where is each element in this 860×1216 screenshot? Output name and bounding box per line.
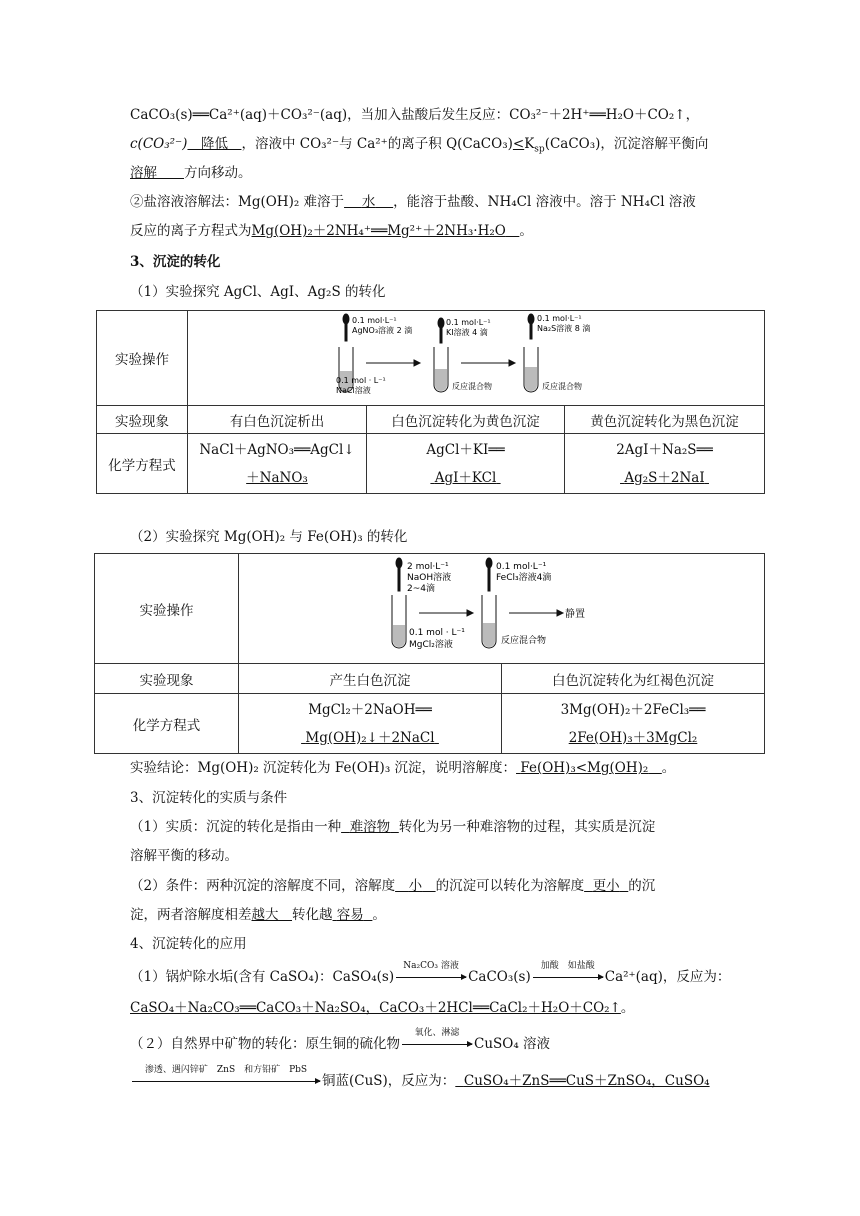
reaction-arrow: 氧化、淋滤: [400, 1034, 474, 1054]
text: 的沉淀可以转化为溶解度: [435, 878, 585, 894]
phenomenon-cell: 产生白色沉淀: [239, 664, 502, 694]
answer-blank: CaSO₄＋Na₂CO₃══CaCO₃＋Na₂SO₄，CaCO₃＋2HCl══CaCl₂＋H₂O＋CO₂↑: [130, 1000, 621, 1016]
equation-cell: 3Mg(OH)₂＋2FeCl₃══ 2Fe(OH)₃＋3MgCl₂: [502, 694, 765, 754]
equilibrium-equation-line: [130, 105, 699, 125]
text: ，溶液中 CO₃²⁻与 Ca²⁺的离子积 Q(CaCO₃): [241, 136, 513, 152]
reaction-arrow: Na₂CO₃ 溶液: [394, 967, 468, 987]
boiler-scale-line: [130, 961, 731, 987]
equation-cell: AgCl＋KI══ AgI＋KCl: [367, 434, 565, 494]
text: ，能溶于盐酸、NH₄Cl 溶液中。溶于 NH₄Cl 溶液: [393, 194, 696, 210]
test-tube-diagram-1: [326, 311, 626, 401]
reagent-label: KI溶液 4 滴: [446, 328, 488, 337]
direction-line: [130, 163, 252, 183]
salt-solution-line: [130, 192, 696, 212]
test-tube-diagram-2: [369, 555, 629, 659]
reaction-arrow: 加酸 如盐酸: [531, 967, 605, 987]
answer-blank: 降低: [200, 136, 228, 152]
text: K: [524, 136, 535, 152]
text: 淀，两者溶解度相差: [130, 907, 252, 923]
experiment-table-2: [94, 553, 765, 754]
reagent-label: 0.1 mol·L⁻¹: [352, 316, 397, 325]
answer-blank: Mg(OH)₂＋2NH₄⁺══Mg²⁺＋2NH₃·H₂O: [251, 223, 506, 239]
row-label: 实验操作: [95, 554, 239, 664]
reaction-arrow: 渗透、遇闪锌矿 ZnS 和方铅矿 PbS: [130, 1071, 322, 1091]
text: （２）自然界中矿物的转化：原生铜的硫化物: [130, 1036, 400, 1052]
condition-line-2: [130, 905, 386, 925]
answer-blank: 溶解: [130, 165, 157, 181]
boiler-equation-line: [130, 998, 634, 1018]
text: 反应的离子方程式为: [130, 223, 252, 239]
reagent-label: 2~4滴: [407, 583, 435, 594]
section-heading: 3、沉淀转化的实质与条件: [130, 790, 288, 806]
mixture-label: 反应混合物: [501, 635, 547, 646]
reagent-label: Na₂S溶液 8 滴: [537, 324, 591, 333]
text: Ca²⁺(aq)，反应为：: [604, 969, 731, 985]
row-label: 实验操作: [97, 311, 188, 406]
answer-blank: 更小: [592, 878, 620, 894]
text: （2）条件：两种沉淀的溶解度不同，溶解度: [130, 878, 396, 894]
text: c(CO₃²⁻): [130, 136, 188, 152]
text: （1）锅炉除水垢(含有 CaSO₄)：CaSO₄(s): [130, 969, 395, 985]
reagent-label: MgCl₂溶液: [409, 639, 453, 650]
text: ②盐溶液溶解法：Mg(OH)₂ 难溶于: [130, 194, 345, 210]
subscript: sp: [534, 144, 545, 155]
row-label: 化学方程式: [97, 434, 188, 494]
reagent-label: 2 mol·L⁻¹: [407, 561, 449, 572]
answer-blank: 越大: [251, 907, 279, 923]
reagent-label: 0.1 mol·L⁻¹: [496, 561, 547, 572]
reagent-label: FeCl₃溶液4滴: [496, 572, 552, 583]
equation-cell: 2AgI＋Na₂S══ Ag₂S＋2NaI: [565, 434, 765, 494]
equation-cell: MgCl₂＋2NaOH══ Mg(OH)₂↓＋2NaCl: [239, 694, 502, 754]
experiment-diagram-cell: [239, 554, 765, 664]
experiment-diagram-cell: [188, 311, 765, 406]
text: 方向移动。: [184, 165, 252, 181]
stand-label: 静置: [565, 608, 585, 620]
answer-blank: Fe(OH)₃<Mg(OH)₂: [520, 760, 649, 776]
text: 实验结论：Mg(OH)₂ 沉淀转化为 Fe(OH)₃ 沉淀，说明溶解度：: [130, 760, 517, 776]
text: CaCO₃(s)══Ca²⁺(aq)＋CO₃²⁻(aq)，当加入盐酸后发生反应：CO₃²⁻＋2H⁺══H₂O＋CO₂↑，: [130, 107, 700, 123]
reagent-label: 0.1 mol·L⁻¹: [537, 314, 582, 323]
text: 。: [661, 760, 676, 776]
answer-blank: <: [512, 136, 525, 152]
answer-blank: 小: [408, 878, 423, 894]
row-label: 实验现象: [97, 406, 188, 434]
answer-blank: 水: [361, 194, 376, 210]
phenomenon-cell: 白色沉淀转化为红褐色沉淀: [502, 664, 765, 694]
text: 。: [372, 907, 386, 923]
section-heading: 3、沉淀的转化: [130, 254, 221, 270]
text: 转化为另一种难溶物的过程，其实质是沉淀: [398, 819, 656, 835]
reagent-label: NaOH溶液: [407, 572, 452, 583]
experiment-table-1: [96, 310, 765, 494]
text: (CaCO₃)，沉淀溶解平衡向: [544, 136, 709, 152]
subsection-title: （2）实验探究 Mg(OH)₂ 与 Fe(OH)₃ 的转化: [130, 529, 408, 545]
essence-line: [130, 817, 655, 837]
condition-line: [130, 876, 655, 896]
text: 。: [620, 1000, 635, 1016]
subsection-title: （1）实验探究 AgCl、AgI、Ag₂S 的转化: [130, 284, 386, 300]
arrow-icon: [366, 360, 515, 366]
reagent-label: 0.1 mol·L⁻¹: [446, 318, 491, 327]
ion-product-line: [130, 134, 708, 160]
answer-blank: 容易: [336, 907, 364, 923]
text: 。: [519, 223, 533, 239]
text: CuSO₄ 溶液: [474, 1036, 551, 1052]
equation-cell: NaCl＋AgNO₃══AgCl↓ ＋NaNO₃: [188, 434, 367, 494]
phenomenon-cell: 黄色沉淀转化为黑色沉淀: [565, 406, 765, 434]
mineral-equation-line: [130, 1065, 710, 1091]
phenomenon-cell: 白色沉淀转化为黄色沉淀: [367, 406, 565, 434]
reagent-label: 0.1 mol · L⁻¹: [336, 376, 386, 385]
reagent-label: AgNO₃溶液 2 滴: [352, 326, 413, 335]
text: 转化越: [292, 907, 333, 923]
essence-line-2: 溶解平衡的移动。: [130, 848, 238, 864]
row-label: 实验现象: [95, 664, 239, 694]
arrow-icon: [419, 610, 563, 616]
conclusion-line: [130, 758, 675, 778]
answer-blank: 难溶物: [349, 819, 391, 835]
text: 的沉: [628, 878, 656, 894]
answer-blank: CuSO₄＋ZnS══CuS＋ZnSO₄，CuSO₄: [463, 1073, 710, 1089]
section-heading: 4、沉淀转化的应用: [130, 936, 247, 952]
mixture-label: 反应混合物: [542, 382, 582, 391]
mixture-label: 反应混合物: [452, 382, 492, 391]
text: 铜蓝(CuS)，反应为：: [322, 1073, 456, 1089]
mineral-conversion-line: [130, 1028, 551, 1054]
text: CaCO₃(s): [468, 969, 531, 985]
reagent-label: 0.1 mol · L⁻¹: [409, 627, 465, 638]
row-label: 化学方程式: [95, 694, 239, 754]
reagent-label: NaCl溶液: [336, 386, 371, 395]
text: （1）实质：沉淀的转化是指由一种: [130, 819, 342, 835]
phenomenon-cell: 有白色沉淀析出: [188, 406, 367, 434]
ionic-equation-line: [130, 221, 533, 241]
